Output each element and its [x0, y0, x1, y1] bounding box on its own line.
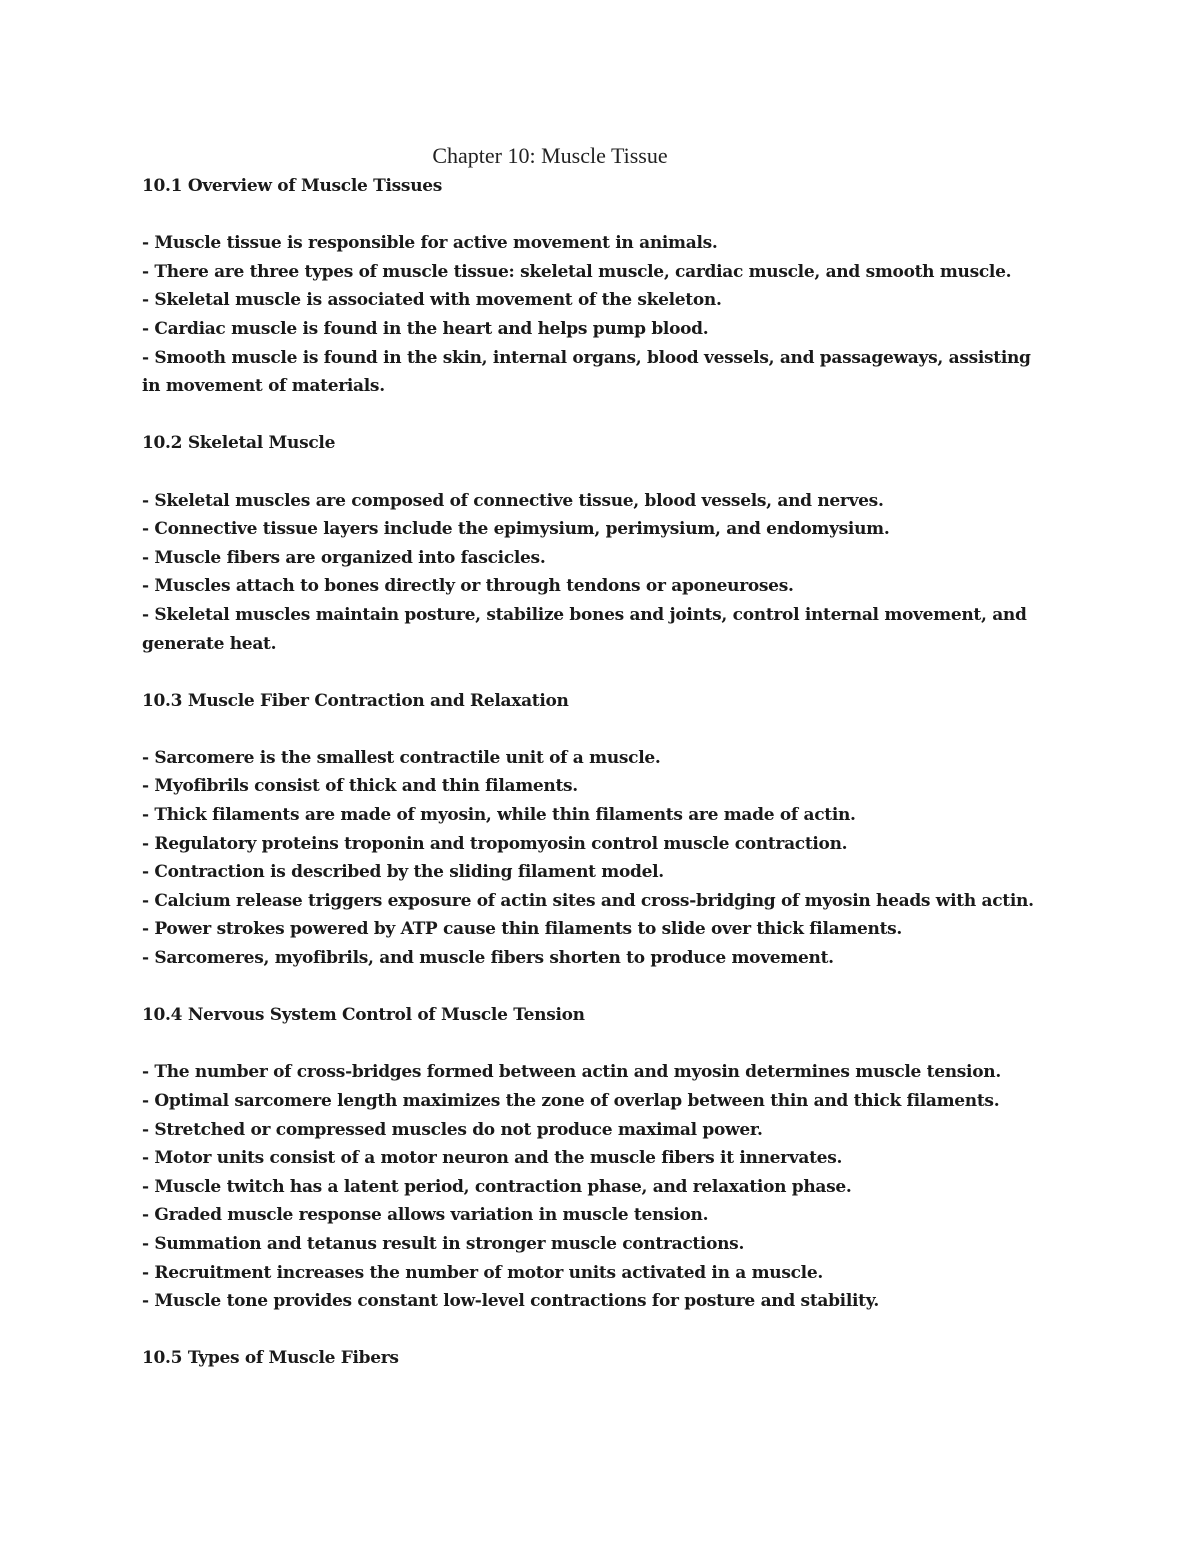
- section-10-3: [142, 687, 1047, 973]
- bullet-item: - There are three types of muscle tissue: skeletal muscle, cardiac muscle, and smooth muscle.: [142, 261, 1012, 282]
- bullet-item: - Sarcomere is the smallest contractile unit of a muscle.: [142, 747, 661, 768]
- section-10-5: [142, 1344, 1047, 1373]
- section-10-2: [142, 429, 1047, 658]
- bullet-item: - Muscles attach to bones directly or through tendons or aponeuroses.: [142, 576, 794, 597]
- section-heading: 10.2 Skeletal Muscle: [142, 433, 336, 454]
- section-heading: 10.4 Nervous System Control of Muscle Tension: [142, 1005, 585, 1026]
- bullet-item: - Cardiac muscle is found in the heart and helps pump blood.: [142, 318, 709, 339]
- bullet-item: - Connective tissue layers include the epimysium, perimysium, and endomysium.: [142, 519, 890, 540]
- section-10-1: [142, 172, 1047, 401]
- bullet-item: - Recruitment increases the number of motor units activated in a muscle.: [142, 1262, 823, 1283]
- section-10-4: [142, 1001, 1047, 1316]
- bullet-item: - Calcium release triggers exposure of actin sites and cross-bridging of myosin heads with actin.: [142, 890, 1034, 911]
- bullet-list: [142, 1058, 1047, 1315]
- bullet-item: - Thick filaments are made of myosin, while thin filaments are made of actin.: [142, 805, 856, 826]
- bullet-item: - Sarcomeres, myofibrils, and muscle fibers shorten to produce movement.: [142, 948, 834, 969]
- document-title: Chapter 10: Muscle Tissue: [432, 143, 668, 168]
- bullet-item: - Skeletal muscle is associated with movement of the skeleton.: [142, 290, 722, 311]
- bullet-list: [142, 487, 1047, 659]
- bullet-item: - Skeletal muscles maintain posture, stabilize bones and joints, control internal movement, and generate heat.: [142, 604, 1027, 654]
- section-heading: 10.1 Overview of Muscle Tissues: [142, 176, 443, 196]
- bullet-item: - Muscle tissue is responsible for active movement in animals.: [142, 233, 718, 254]
- bullet-item: - Smooth muscle is found in the skin, internal organs, blood vessels, and passageways, assisting in movement of materials.: [142, 347, 1031, 397]
- bullet-item: - Muscle tone provides constant low-level contractions for posture and stability.: [142, 1291, 879, 1312]
- bullet-list: [142, 229, 1047, 401]
- bullet-list: [142, 744, 1047, 973]
- bullet-item: - Summation and tetanus result in stronger muscle contractions.: [142, 1233, 745, 1254]
- bullet-item: - Contraction is described by the sliding filament model.: [142, 862, 664, 883]
- bullet-item: - Optimal sarcomere length maximizes the zone of overlap between thin and thick filaments.: [142, 1091, 1000, 1111]
- bullet-item: - Muscle fibers are organized into fascicles.: [142, 547, 546, 568]
- section-heading: 10.5 Types of Muscle Fibers: [142, 1348, 399, 1369]
- bullet-item: - Power strokes powered by ATP cause thin filaments to slide over thick filaments.: [142, 919, 903, 940]
- section-heading: 10.3 Muscle Fiber Contraction and Relaxation: [142, 690, 569, 711]
- bullet-item: - Myofibrils consist of thick and thin filaments.: [142, 776, 578, 797]
- bullet-item: - Motor units consist of a motor neuron and the muscle fibers it innervates.: [142, 1148, 843, 1169]
- bullet-item: - The number of cross-bridges formed between actin and myosin determines muscle tension.: [142, 1062, 1001, 1083]
- bullet-item: - Regulatory proteins troponin and tropomyosin control muscle contraction.: [142, 833, 848, 854]
- bullet-item: - Stretched or compressed muscles do not produce maximal power.: [142, 1119, 763, 1140]
- bullet-item: - Muscle twitch has a latent period, contraction phase, and relaxation phase.: [142, 1176, 852, 1197]
- document-body: [142, 172, 1047, 1402]
- bullet-item: - Graded muscle response allows variation in muscle tension.: [142, 1205, 709, 1226]
- bullet-item: - Skeletal muscles are composed of connective tissue, blood vessels, and nerves.: [142, 490, 884, 511]
